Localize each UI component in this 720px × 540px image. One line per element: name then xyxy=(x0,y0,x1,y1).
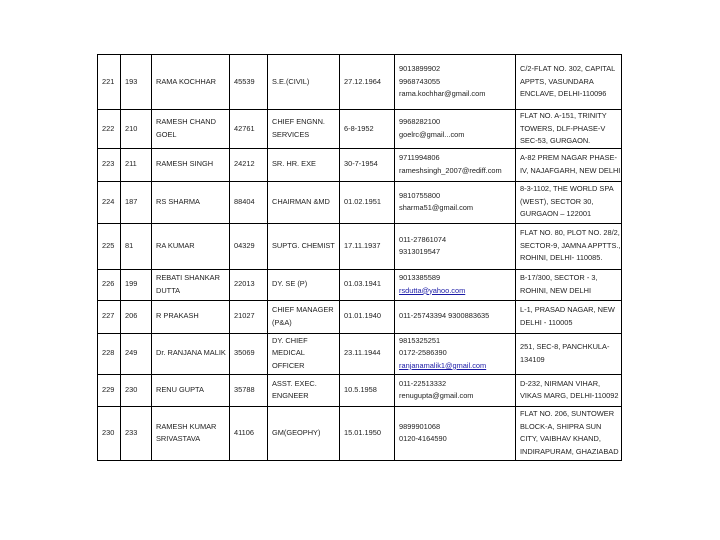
designation-cell: S.E.(CIVIL) xyxy=(268,55,340,110)
serial-number-cell: 228 xyxy=(98,333,121,374)
designation-cell: SR. HR. EXE xyxy=(268,148,340,181)
contact-line: 011-27861074 xyxy=(399,234,447,244)
member-id-cell: 81 xyxy=(121,223,152,269)
contact-cell xyxy=(395,223,516,269)
designation-cell: SUPTG. CHEMIST xyxy=(268,223,340,269)
contact-line: 011-22513332 xyxy=(399,378,447,388)
contact-line: 9815325251 xyxy=(399,335,441,345)
table-row xyxy=(98,300,622,333)
member-id-cell: 193 xyxy=(121,55,152,110)
contact-cell xyxy=(395,181,516,223)
name-cell: RAMESH KUMAR SRIVASTAVA xyxy=(152,406,230,460)
member-id-cell: 230 xyxy=(121,374,152,406)
designation-cell: GM(GEOPHY) xyxy=(268,406,340,460)
serial-number-cell: 224 xyxy=(98,181,121,223)
code-cell: 35788 xyxy=(230,374,268,406)
code-cell: 04329 xyxy=(230,223,268,269)
table-row xyxy=(98,406,622,460)
serial-number-cell: 221 xyxy=(98,55,121,110)
name-cell: RENU GUPTA xyxy=(152,374,230,406)
member-id-cell: 210 xyxy=(121,110,152,149)
member-id-cell: 211 xyxy=(121,148,152,181)
dob-cell: 23.11.1944 xyxy=(340,333,395,374)
contact-cell xyxy=(395,55,516,110)
member-id-cell: 249 xyxy=(121,333,152,374)
member-id-cell: 233 xyxy=(121,406,152,460)
table-row xyxy=(98,55,622,110)
code-cell: 41106 xyxy=(230,406,268,460)
member-table xyxy=(97,54,622,461)
contact-line: renugupta@gmail.com xyxy=(399,391,474,400)
table-row xyxy=(98,223,622,269)
serial-number-cell: 225 xyxy=(98,223,121,269)
table-row xyxy=(98,333,622,374)
designation-cell: DY. CHIEF MEDICAL OFFICER xyxy=(268,333,340,374)
contact-line: 9013899902 xyxy=(399,64,441,74)
dob-cell: 01.03.1941 xyxy=(340,269,395,300)
designation-cell: CHAIRMAN &MD xyxy=(268,181,340,223)
contact-line: 9968743055 xyxy=(399,76,441,86)
table-row xyxy=(98,181,622,223)
contact-line: rameshsingh_2007@rediff.com xyxy=(399,165,502,175)
contact-line[interactable]: ranjanamalik1@gmail.com xyxy=(399,360,487,370)
contact-line: 9810755800 xyxy=(399,190,441,200)
dob-cell: 01.01.1940 xyxy=(340,300,395,333)
contact-line: rama.kochhar@gmail.com xyxy=(399,89,486,99)
serial-number-cell: 229 xyxy=(98,374,121,406)
name-cell: RAMESH CHAND GOEL xyxy=(152,110,230,149)
contact-line: 9711994806 xyxy=(399,153,440,162)
contact-cell xyxy=(395,148,516,181)
address-cell: L-1, PRASAD NAGAR, NEW DELHI - 110005 xyxy=(516,300,622,333)
serial-number-cell: 227 xyxy=(98,300,121,333)
code-cell: 88404 xyxy=(230,181,268,223)
contact-cell xyxy=(395,333,516,374)
contact-line: 9899901068 xyxy=(399,421,441,431)
serial-number-cell: 222 xyxy=(98,110,121,149)
name-cell: R PRAKASH xyxy=(152,300,230,333)
designation-cell: CHIEF MANAGER (P&A) xyxy=(268,300,340,333)
name-cell: Dr. RANJANA MALIK xyxy=(152,333,230,374)
name-cell: RAMESH SINGH xyxy=(152,148,230,181)
code-cell: 22013 xyxy=(230,269,268,300)
dob-cell: 10.5.1958 xyxy=(340,374,395,406)
serial-number-cell: 223 xyxy=(98,148,121,181)
contact-line: sharma51@gmail.com xyxy=(399,203,474,212)
code-cell: 45539 xyxy=(230,55,268,110)
address-cell: D-232, NIRMAN VIHAR, VIKAS MARG, DELHI-110092 xyxy=(516,374,622,406)
dob-cell: 15.01.1950 xyxy=(340,406,395,460)
table-row xyxy=(98,110,622,149)
contact-line: 0172-2586390 xyxy=(399,348,447,358)
contact-line: 9968282100 xyxy=(399,117,441,127)
dob-cell: 30-7-1954 xyxy=(340,148,395,181)
contact-line: 9313019547 xyxy=(399,247,441,256)
code-cell: 24212 xyxy=(230,148,268,181)
table-row xyxy=(98,374,622,406)
name-cell: RA KUMAR xyxy=(152,223,230,269)
address-cell: 251, SEC-8, PANCHKULA-134109 xyxy=(516,333,622,374)
table-row xyxy=(98,148,622,181)
dob-cell: 6-8-1952 xyxy=(340,110,395,149)
dob-cell: 27.12.1964 xyxy=(340,55,395,110)
dob-cell: 17.11.1937 xyxy=(340,223,395,269)
contact-cell xyxy=(395,300,516,333)
contact-cell xyxy=(395,374,516,406)
designation-cell: DY. SE (P) xyxy=(268,269,340,300)
name-cell: RAMA KOCHHAR xyxy=(152,55,230,110)
address-cell: FLAT NO. 206, SUNTOWER BLOCK-A, SHIPRA SUN CITY, VAIBHAV KHAND, INDIRAPURAM, GHAZIABAD xyxy=(516,406,622,460)
contact-cell xyxy=(395,406,516,460)
contact-line[interactable]: rsdutta@yahoo.com xyxy=(399,285,466,295)
serial-number-cell: 226 xyxy=(98,269,121,300)
contact-cell xyxy=(395,110,516,149)
code-cell: 21027 xyxy=(230,300,268,333)
contact-line: goelrc@gmail...com xyxy=(399,129,465,139)
code-cell: 42761 xyxy=(230,110,268,149)
designation-cell: CHIEF ENGNN. SERVICES xyxy=(268,110,340,149)
member-id-cell: 206 xyxy=(121,300,152,333)
serial-number-cell: 230 xyxy=(98,406,121,460)
table-row xyxy=(98,269,622,300)
contact-line: 9013385589 xyxy=(399,273,441,282)
address-cell: FLAT NO. 80, PLOT NO. 28/2, SECTOR-9, JAMNA APPTTS., ROHINI, DELHI- 110085. xyxy=(516,223,622,269)
address-cell: A-82 PREM NAGAR PHASE-IV, NAJAFGARH, NEW DELHI xyxy=(516,148,622,181)
dob-cell: 01.02.1951 xyxy=(340,181,395,223)
contact-line: 0120-4164590 xyxy=(399,434,447,443)
contact-cell xyxy=(395,269,516,300)
address-cell: B-17/300, SECTOR - 3, ROHINI, NEW DELHI xyxy=(516,269,622,300)
name-cell: RS SHARMA xyxy=(152,181,230,223)
name-cell: REBATI SHANKAR DUTTA xyxy=(152,269,230,300)
designation-cell: ASST. EXEC. ENGNEER xyxy=(268,374,340,406)
contact-line: 011-25743394 9300883635 xyxy=(399,311,490,321)
member-id-cell: 187 xyxy=(121,181,152,223)
address-cell: 8-3-1102, THE WORLD SPA (WEST), SECTOR 30, GURGAON – 122001 xyxy=(516,181,622,223)
address-cell: C/2-FLAT NO. 302, CAPITAL APPTS, VASUNDARA ENCLAVE, DELHI-110096 xyxy=(516,55,622,110)
address-cell: FLAT NO. A-151, TRINITY TOWERS, DLF-PHASE-V SEC-53, GURGAON. xyxy=(516,110,622,149)
code-cell: 35069 xyxy=(230,333,268,374)
member-id-cell: 199 xyxy=(121,269,152,300)
